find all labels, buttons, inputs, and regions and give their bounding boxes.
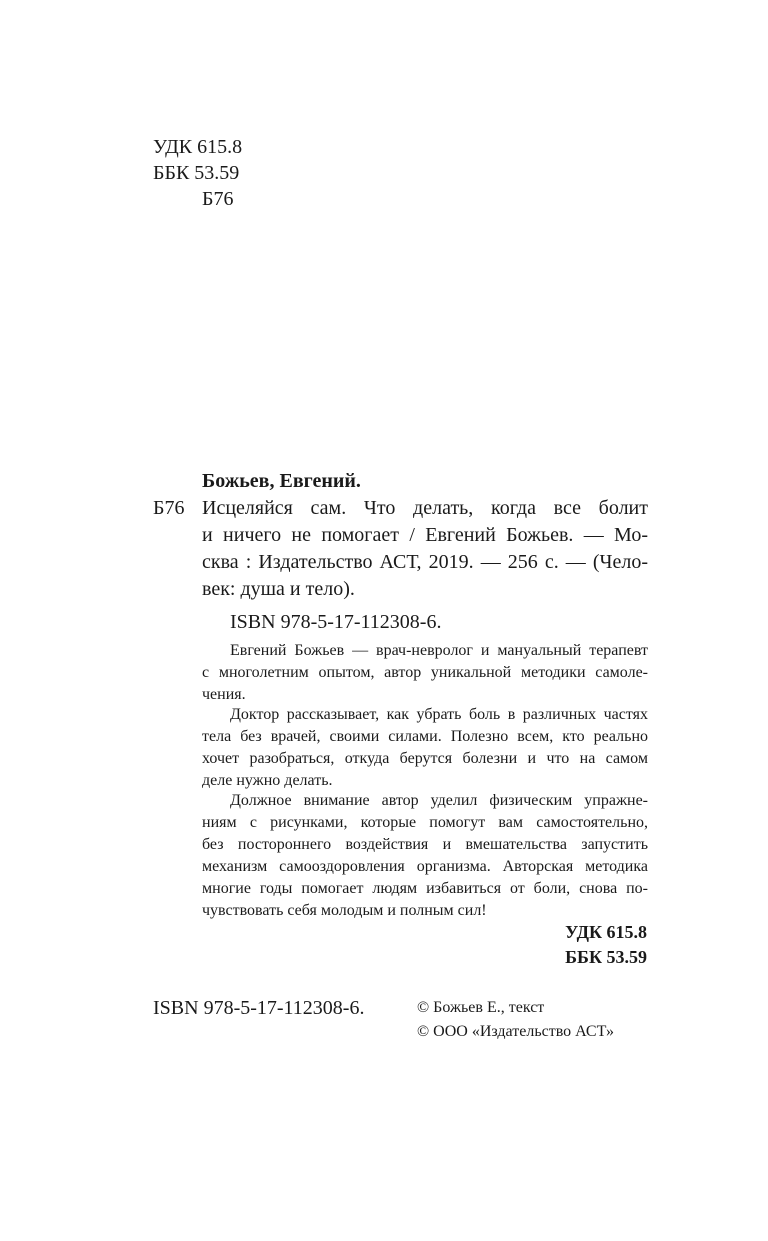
annotation-line: чения. <box>202 686 246 703</box>
copyright-author: © Божьев Е., текст <box>417 999 545 1016</box>
bbk-top: ББК 53.59 <box>153 162 240 184</box>
annotation-line: Доктор рассказывает, как убрать боль в различных частях <box>230 706 648 723</box>
annotation-line: деле нужно делать. <box>202 772 333 789</box>
annotation-line: механизм самооздоровления организма. Авторская методика <box>202 858 648 875</box>
record-isbn: ISBN 978-5-17-112308-6. <box>230 611 442 633</box>
record-line: век: душа и тело). <box>202 578 355 600</box>
annotation-line: с многолетним опытом, автор уникальной методики самоле- <box>202 664 648 681</box>
author-code: Б76 <box>153 497 185 519</box>
annotation-line: Евгений Божьев — врач-невролог и мануальный терапевт <box>230 642 648 659</box>
annotation-line: хочет разобраться, откуда берутся болезни и что на самом <box>202 750 648 767</box>
record-line: и ничего не помогает / Евгений Божьев. — Мо- <box>202 524 648 546</box>
record-line: сква : Издательство АСТ, 2019. — 256 с. — (Чело- <box>202 551 648 573</box>
udk-bottom: УДК 615.8 <box>565 922 647 942</box>
author-heading: Божьев, Евгений. <box>202 470 361 492</box>
annotation-line: Должное внимание автор уделил физическим упражне- <box>230 792 648 809</box>
record-line: Исцеляйся сам. Что делать, когда все болит <box>202 497 648 519</box>
udk-top: УДК 615.8 <box>153 136 243 158</box>
footer-isbn: ISBN 978-5-17-112308-6. <box>153 997 365 1019</box>
bbk-bottom: ББК 53.59 <box>565 947 647 967</box>
annotation-line: ниям с рисунками, которые помогут вам самостоятельно, <box>202 814 648 831</box>
copyright-publisher: © ООО «Издательство АСТ» <box>417 1023 614 1040</box>
annotation-line: тела без врачей, своими силами. Полезно всем, кто реально <box>202 728 648 745</box>
annotation-line: многие годы помогает людям избавиться от боли, снова по- <box>202 880 648 897</box>
annotation-line: без постороннего воздействия и вмешательства запустить <box>202 836 648 853</box>
annotation-line: чувствовать себя молодым и полным сил! <box>202 902 487 919</box>
author-code-top: Б76 <box>202 188 234 210</box>
